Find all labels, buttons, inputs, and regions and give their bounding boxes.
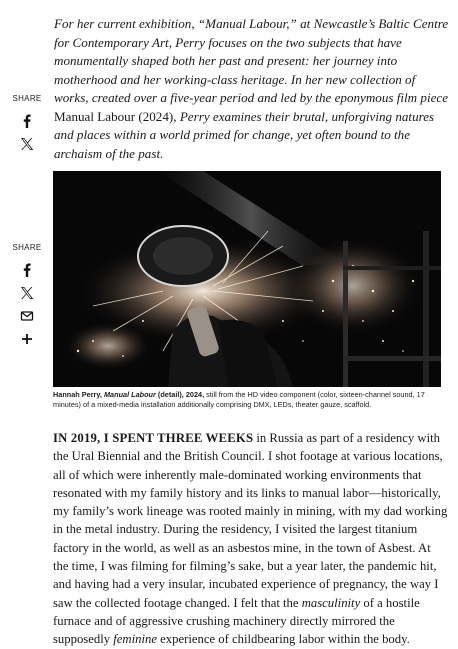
intro-text-end: , Perry examines their brutal, unforgiving natures and places within a world primed for change, yet often bound to the archaism of the past. xyxy=(54,108,435,161)
facebook-share-button[interactable] xyxy=(19,262,35,278)
share-rail-side xyxy=(10,243,44,354)
body-text-middle: of a hostile furnace and of aggressive crushing machinery directly mirrored the supposedly xyxy=(53,595,420,647)
facebook-share-button[interactable] xyxy=(19,113,35,129)
artwork-still-graphic xyxy=(53,171,441,387)
share-rail-top xyxy=(10,94,44,159)
body-text: in Russia as part of a residency with the Ural Biennial and the British Council. I shot footage at various locations, all of which were inherently male-dominated working environments that resonated with my family history and its links to manual labor—historically, my family’s work lineage was rooted mainly in mining, with my dad working in the metal industry. During the residency, I visited the largest titanium factory in the world, as well as an asbestos mine, in the town of Asbest. At the time, I was filming for filming’s sake, but a year later, the pandemic hit, and having had a very insular, incubated experience of pregnancy, the way I saw the collected footage changed. I felt that the xyxy=(53,431,448,610)
emphasis-masculinity: masculinity xyxy=(301,595,361,610)
body-paragraph xyxy=(53,429,449,649)
artwork-still-image xyxy=(53,171,441,387)
caption-description: still from the HD video component (color, sixteen-channel sound, 17 minutes) of a mixed-media installation additionally comprising DMX, LEDs, theater gauze, scaffold. xyxy=(53,390,425,409)
email-share-button[interactable] xyxy=(19,308,35,324)
facebook-icon xyxy=(19,262,35,278)
x-share-button[interactable] xyxy=(19,285,35,301)
body-lead-in: IN 2019, I SPENT THREE WEEKS xyxy=(53,431,254,445)
share-label: SHARE xyxy=(12,94,42,103)
caption-artist: Hannah Perry, xyxy=(53,390,104,399)
intro-paragraph xyxy=(54,15,449,163)
more-share-button[interactable] xyxy=(19,331,35,347)
caption-detail: (detail), 2024, xyxy=(155,390,205,399)
caption-title: Manual Labour xyxy=(103,390,156,399)
share-label: SHARE xyxy=(12,243,42,252)
film-title: Manual Labour (2024) xyxy=(54,108,174,124)
x-share-button[interactable] xyxy=(19,136,35,152)
image-caption xyxy=(53,390,445,410)
emphasis-feminine: feminine xyxy=(113,632,157,647)
body-text-end: experience of childbearing labor within the body. xyxy=(156,632,410,647)
envelope-icon xyxy=(19,308,35,324)
plus-icon xyxy=(19,331,35,347)
x-icon xyxy=(19,136,35,152)
facebook-icon xyxy=(19,113,35,129)
intro-text: For her current exhibition, “Manual Labour,” at Newcastle’s Baltic Centre for Contemporary Art, Perry focuses on the two subjects that have monumentally shaped both her past and present: her journey into motherhood and her working-class heritage. In her new collection of works, created over a five-year period and led by the eponymous film piece xyxy=(54,16,449,105)
x-icon xyxy=(19,285,35,301)
